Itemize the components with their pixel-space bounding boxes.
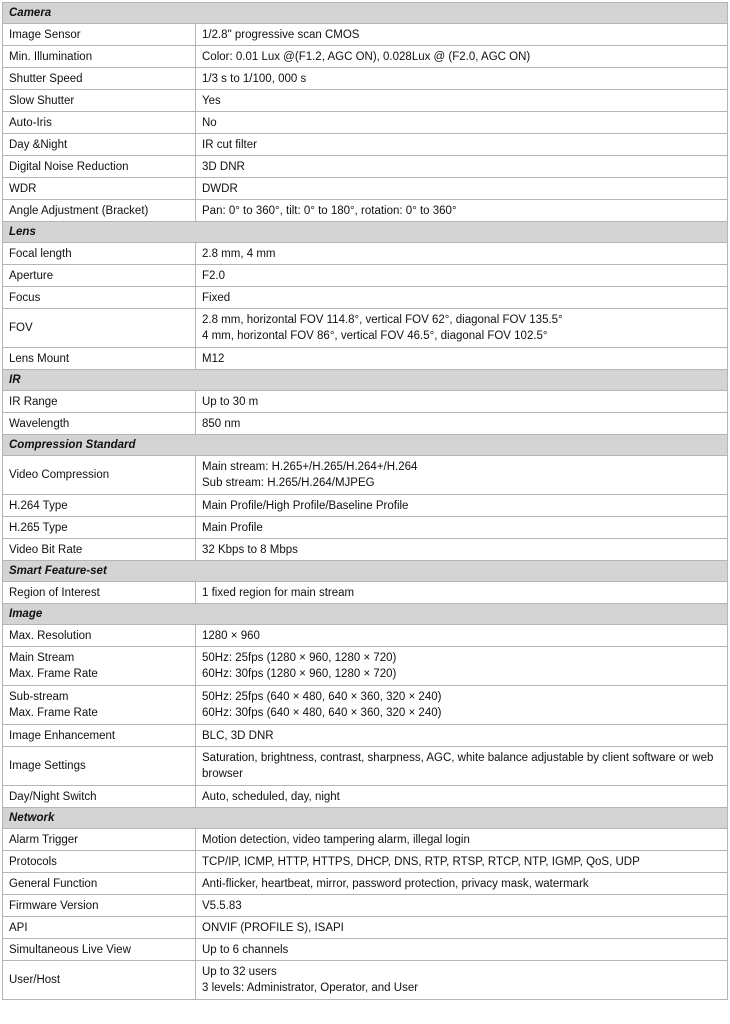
spec-value [196, 495, 728, 517]
spec-row [3, 200, 728, 222]
cell-line: FOV [9, 322, 33, 334]
spec-label [3, 24, 196, 46]
spec-value [196, 895, 728, 917]
spec-row [3, 939, 728, 961]
spec-row [3, 725, 728, 747]
spec-label [3, 829, 196, 851]
spec-label [3, 686, 196, 725]
spec-value [196, 413, 728, 435]
cell-line: Video Bit Rate [9, 543, 83, 556]
spec-row [3, 90, 728, 112]
cell-line: Image Settings [9, 760, 86, 772]
spec-row [3, 391, 728, 413]
spec-row [3, 265, 728, 287]
spec-value [196, 917, 728, 939]
spec-value [196, 961, 728, 1000]
spec-row [3, 112, 728, 134]
spec-row [3, 582, 728, 604]
spec-value [196, 265, 728, 287]
spec-row [3, 539, 728, 561]
cell-line: Min. Illumination [9, 50, 93, 63]
section-header-network [3, 808, 728, 829]
cell-line: Fixed [202, 291, 231, 304]
spec-label [3, 391, 196, 413]
cell-line: 1280 × 960 [202, 629, 260, 642]
cell-line: Sub stream: H.265/H.264/MJPEG [202, 477, 375, 489]
spec-row [3, 413, 728, 435]
spec-label [3, 873, 196, 895]
cell-line: 1/3 s to 1/100, 000 s [202, 72, 307, 85]
spec-row [3, 517, 728, 539]
spec-value [196, 517, 728, 539]
cell-line: User/Host [9, 974, 61, 986]
spec-label [3, 287, 196, 309]
section-header-camera [3, 3, 728, 24]
cell-line: Motion detection, video tampering alarm, illegal login [202, 833, 470, 846]
cell-line: Focal length [9, 247, 72, 260]
spec-label [3, 939, 196, 961]
cell-line: Main Profile [202, 521, 263, 534]
cell-line: Auto, scheduled, day, night [202, 790, 340, 803]
spec-value [196, 786, 728, 808]
spec-label [3, 200, 196, 222]
cell-line: IR Range [9, 395, 58, 408]
section-title: Compression Standard [3, 435, 728, 456]
cell-line: Sub-stream [9, 691, 69, 703]
cell-line: Main stream: H.265+/H.265/H.264+/H.264 [202, 461, 418, 473]
spec-value [196, 539, 728, 561]
cell-line: 50Hz: 25fps (640 × 480, 640 × 360, 320 × 240) [202, 691, 442, 703]
cell-line: Firmware Version [9, 899, 99, 912]
spec-value [196, 112, 728, 134]
spec-label [3, 68, 196, 90]
spec-value [196, 582, 728, 604]
spec-value [196, 647, 728, 686]
spec-value [196, 851, 728, 873]
spec-table-body [3, 3, 728, 1000]
spec-row [3, 961, 728, 1000]
cell-line: General Function [9, 877, 98, 890]
cell-line: Focus [9, 291, 41, 304]
cell-line: 2.8 mm, horizontal FOV 114.8°, vertical FOV 62°, diagonal FOV 135.5° [202, 314, 563, 326]
cell-line: 3 levels: Administrator, Operator, and User [202, 982, 419, 994]
spec-label [3, 961, 196, 1000]
section-title: Image [3, 604, 728, 625]
cell-line: M12 [202, 352, 225, 365]
spec-row [3, 786, 728, 808]
spec-label [3, 495, 196, 517]
cell-line: Day &Night [9, 138, 68, 151]
spec-value [196, 200, 728, 222]
spec-row [3, 24, 728, 46]
cell-line: Angle Adjustment (Bracket) [9, 204, 149, 217]
spec-value [196, 178, 728, 200]
spec-row [3, 456, 728, 495]
spec-value [196, 725, 728, 747]
cell-line: Up to 30 m [202, 395, 259, 408]
cell-line: 32 Kbps to 8 Mbps [202, 543, 298, 556]
section-header-compression-standard [3, 435, 728, 456]
cell-line: 2.8 mm, 4 mm [202, 247, 276, 260]
spec-value [196, 686, 728, 725]
cell-line: 3D DNR [202, 160, 245, 173]
cell-line: ONVIF (PROFILE S), ISAPI [202, 921, 344, 934]
cell-line: TCP/IP, ICMP, HTTP, HTTPS, DHCP, DNS, RTP, RTSP, RTCP, NTP, IGMP, QoS, UDP [202, 855, 640, 868]
spec-value [196, 90, 728, 112]
spec-label [3, 539, 196, 561]
cell-line: H.264 Type [9, 499, 68, 512]
spec-value [196, 68, 728, 90]
section-header-smart-feature-set [3, 561, 728, 582]
section-header-image [3, 604, 728, 625]
spec-value [196, 747, 728, 786]
cell-line: Digital Noise Reduction [9, 160, 129, 173]
cell-line: Lens Mount [9, 352, 70, 365]
spec-value [196, 24, 728, 46]
spec-label [3, 456, 196, 495]
spec-value [196, 243, 728, 265]
cell-line: 50Hz: 25fps (1280 × 960, 1280 × 720) [202, 652, 397, 664]
cell-line: Saturation, brightness, contrast, sharpness, AGC, white balance adjustable by client software or web browser [202, 752, 714, 780]
spec-label [3, 786, 196, 808]
cell-line: Main Stream [9, 652, 75, 664]
spec-row [3, 647, 728, 686]
spec-value [196, 829, 728, 851]
spec-row [3, 287, 728, 309]
cell-line: IR cut filter [202, 138, 257, 151]
cell-line: Simultaneous Live View [9, 943, 131, 956]
spec-label [3, 895, 196, 917]
cell-line: Alarm Trigger [9, 833, 79, 846]
cell-line: Up to 32 users [202, 966, 277, 978]
spec-value [196, 46, 728, 68]
spec-label [3, 178, 196, 200]
spec-value [196, 625, 728, 647]
spec-row [3, 46, 728, 68]
spec-value [196, 134, 728, 156]
cell-line: 4 mm, horizontal FOV 86°, vertical FOV 46.5°, diagonal FOV 102.5° [202, 330, 548, 342]
cell-line: Day/Night Switch [9, 790, 97, 803]
cell-line: Video Compression [9, 469, 110, 481]
cell-line: 60Hz: 30fps (640 × 480, 640 × 360, 320 × 240) [202, 707, 442, 719]
spec-row [3, 829, 728, 851]
cell-line: 850 nm [202, 417, 241, 430]
cell-line: F2.0 [202, 269, 226, 282]
cell-line: DWDR [202, 182, 238, 195]
section-title: Smart Feature-set [3, 561, 728, 582]
spec-label [3, 517, 196, 539]
spec-label [3, 156, 196, 178]
cell-line: Wavelength [9, 417, 70, 430]
spec-value [196, 287, 728, 309]
cell-line: V5.5.83 [202, 899, 242, 912]
spec-row [3, 309, 728, 348]
spec-value [196, 391, 728, 413]
spec-row [3, 917, 728, 939]
spec-label [3, 851, 196, 873]
spec-label [3, 917, 196, 939]
section-title: Lens [3, 222, 728, 243]
spec-label [3, 413, 196, 435]
section-header-ir [3, 370, 728, 391]
spec-row [3, 895, 728, 917]
section-title: Camera [3, 3, 728, 24]
cell-line: Slow Shutter [9, 94, 75, 107]
spec-value [196, 456, 728, 495]
cell-line: Pan: 0° to 360°, tilt: 0° to 180°, rotation: 0° to 360° [202, 204, 457, 217]
cell-line: Aperture [9, 269, 54, 282]
spec-value [196, 873, 728, 895]
spec-label [3, 309, 196, 348]
spec-row [3, 625, 728, 647]
spec-value [196, 939, 728, 961]
spec-row [3, 747, 728, 786]
section-title: Network [3, 808, 728, 829]
spec-label [3, 348, 196, 370]
spec-label [3, 747, 196, 786]
cell-line: Max. Resolution [9, 629, 92, 642]
cell-line: Protocols [9, 855, 57, 868]
spec-row [3, 178, 728, 200]
spec-row [3, 243, 728, 265]
cell-line: Up to 6 channels [202, 943, 289, 956]
spec-label [3, 725, 196, 747]
spec-table [2, 2, 728, 1000]
spec-label [3, 625, 196, 647]
cell-line: Shutter Speed [9, 72, 83, 85]
cell-line: 1/2.8" progressive scan CMOS [202, 28, 360, 41]
spec-row [3, 134, 728, 156]
cell-line: Max. Frame Rate [9, 707, 98, 719]
section-title: IR [3, 370, 728, 391]
spec-label [3, 582, 196, 604]
spec-label [3, 134, 196, 156]
spec-row [3, 851, 728, 873]
spec-value [196, 348, 728, 370]
cell-line: Auto-Iris [9, 116, 52, 129]
cell-line: Color: 0.01 Lux @(F1.2, AGC ON), 0.028Lux @ (F2.0, AGC ON) [202, 50, 531, 63]
spec-label [3, 112, 196, 134]
cell-line: H.265 Type [9, 521, 68, 534]
cell-line: Yes [202, 94, 221, 107]
cell-line: Max. Frame Rate [9, 668, 98, 680]
cell-line: Region of Interest [9, 586, 100, 599]
cell-line: 60Hz: 30fps (1280 × 960, 1280 × 720) [202, 668, 397, 680]
cell-line: WDR [9, 182, 37, 195]
cell-line: API [9, 921, 28, 934]
cell-line: Main Profile/High Profile/Baseline Profile [202, 499, 409, 512]
cell-line: 1 fixed region for main stream [202, 586, 355, 599]
cell-line: Anti-flicker, heartbeat, mirror, password protection, privacy mask, watermark [202, 877, 589, 890]
cell-line: BLC, 3D DNR [202, 729, 274, 742]
spec-label [3, 46, 196, 68]
spec-row [3, 156, 728, 178]
spec-row [3, 495, 728, 517]
cell-line: No [202, 116, 217, 129]
spec-row [3, 686, 728, 725]
spec-label [3, 647, 196, 686]
spec-row [3, 68, 728, 90]
spec-row [3, 348, 728, 370]
section-header-lens [3, 222, 728, 243]
spec-value [196, 156, 728, 178]
spec-label [3, 90, 196, 112]
cell-line: Image Enhancement [9, 729, 116, 742]
cell-line: Image Sensor [9, 28, 81, 41]
spec-label [3, 265, 196, 287]
spec-row [3, 873, 728, 895]
spec-label [3, 243, 196, 265]
spec-value [196, 309, 728, 348]
